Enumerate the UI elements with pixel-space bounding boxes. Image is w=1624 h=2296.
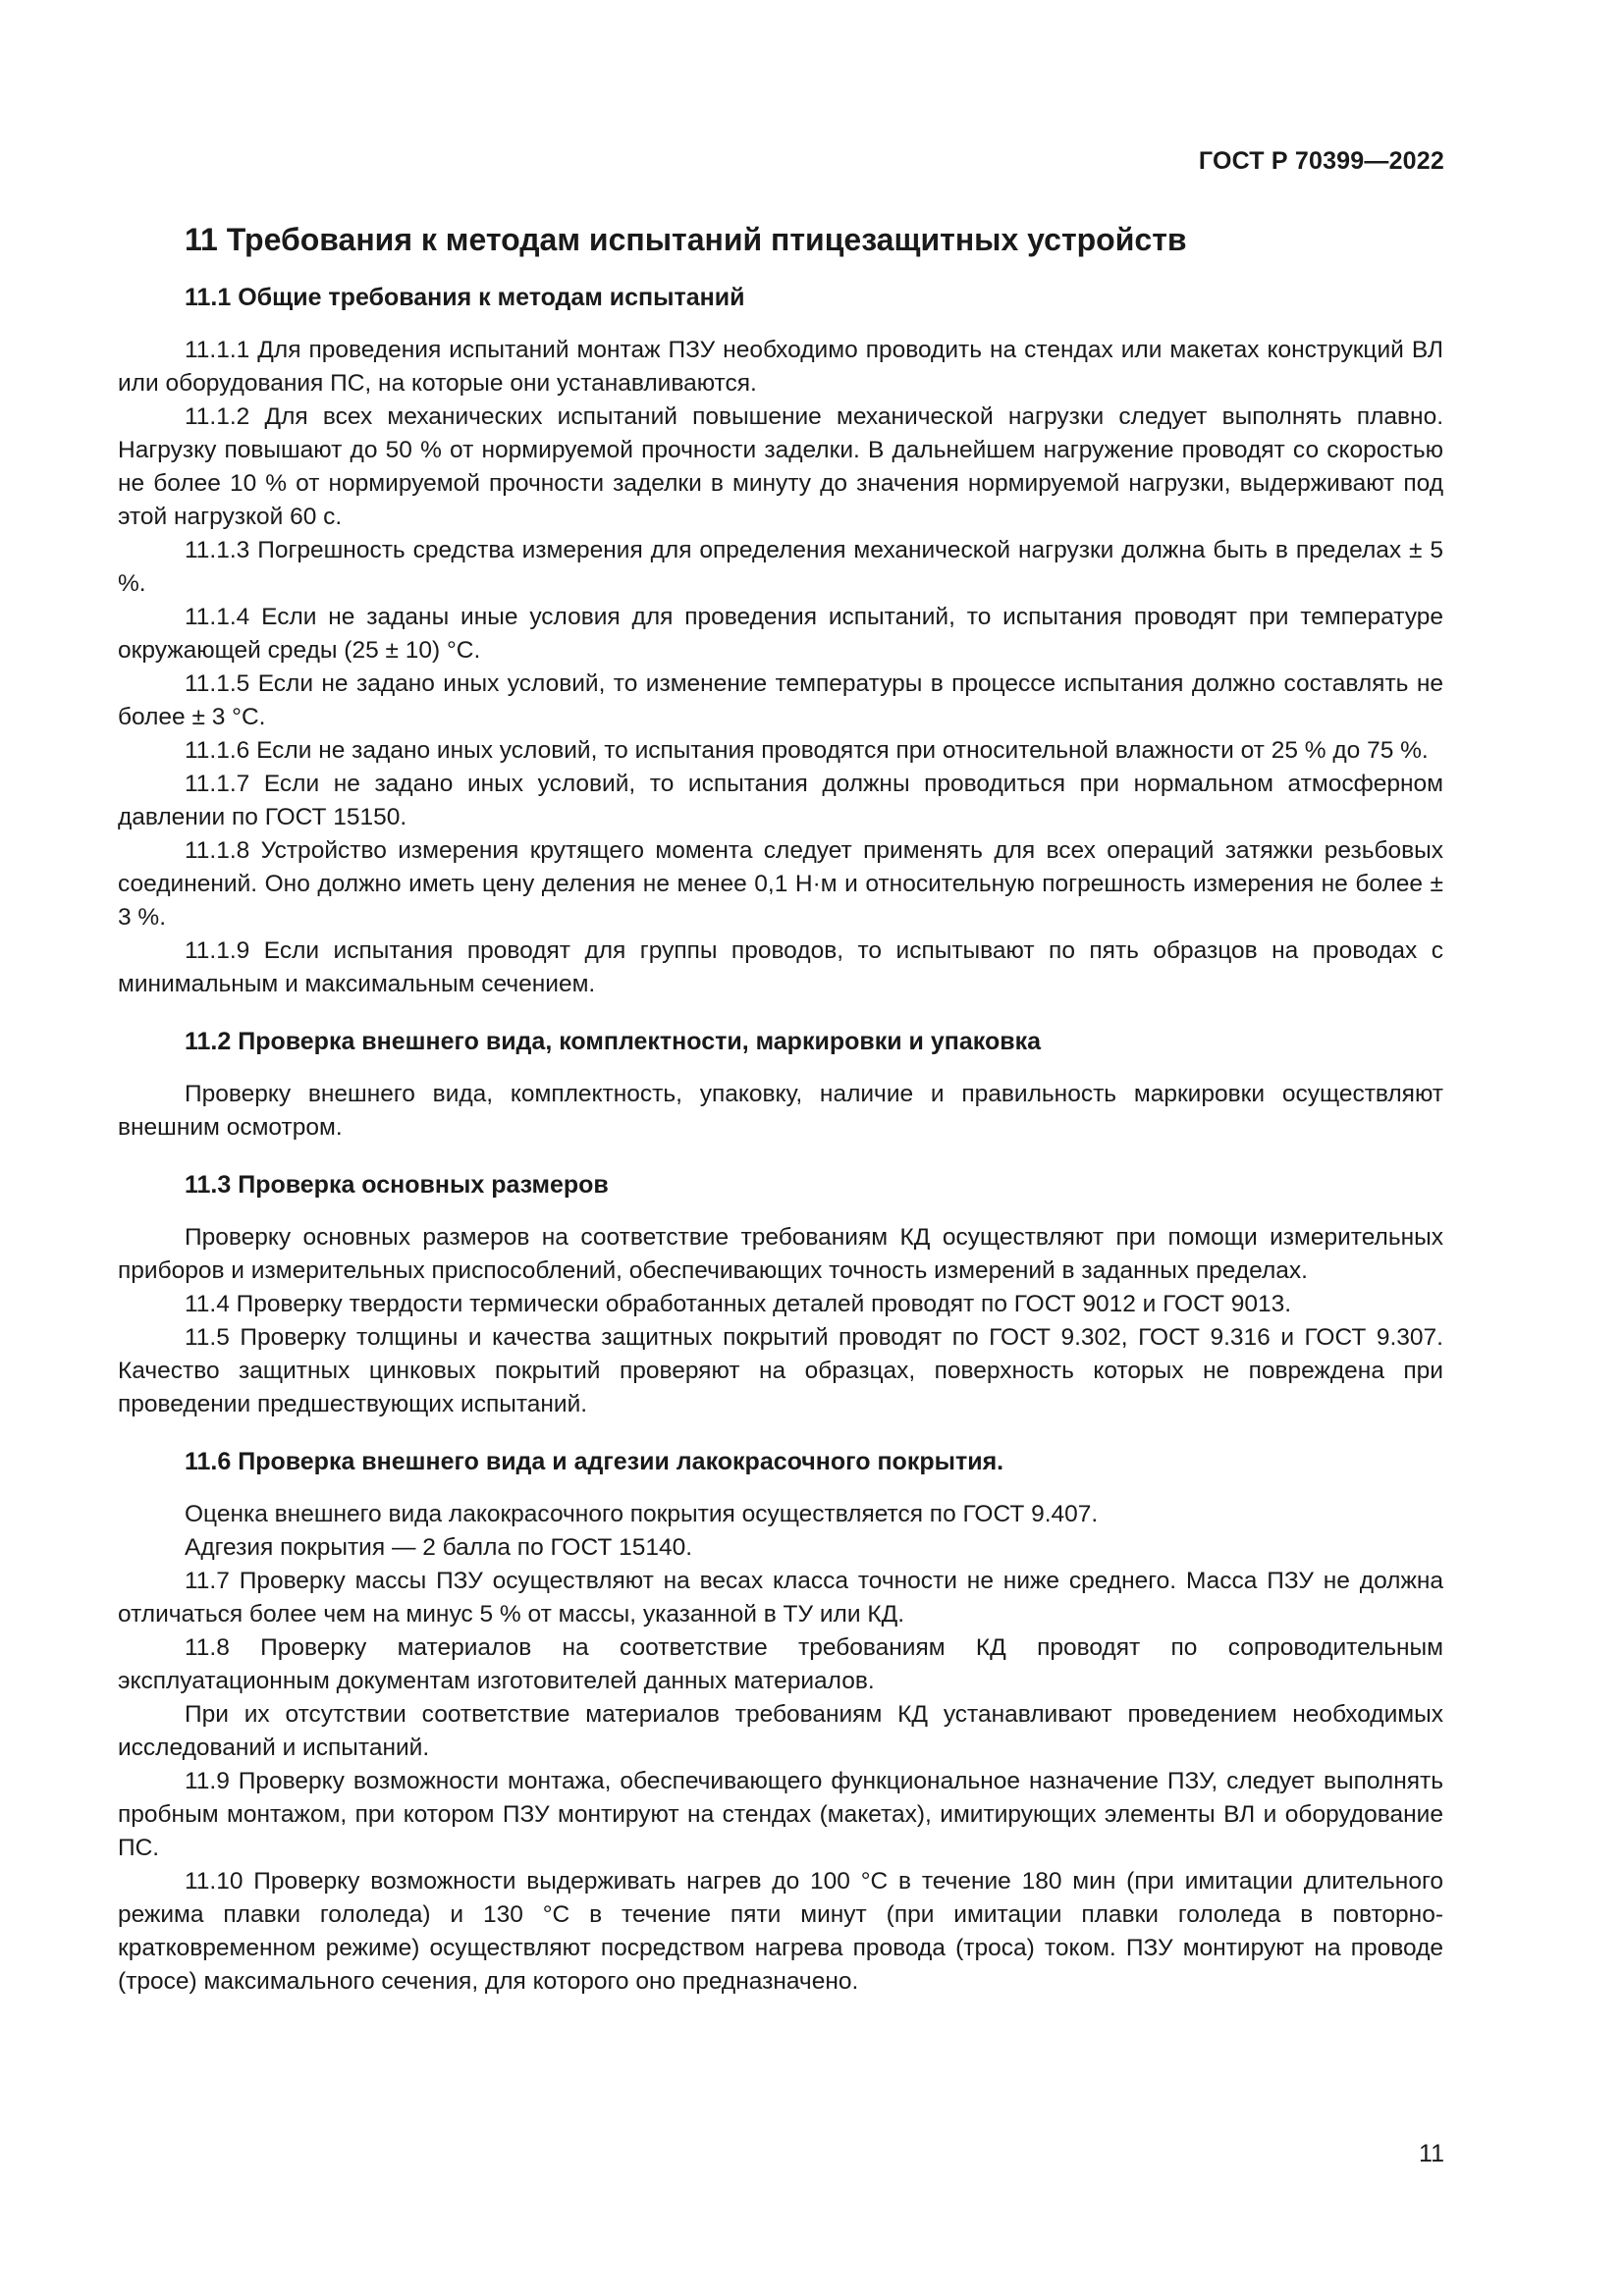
paragraph: 11.4 Проверку твердости термически обработанных деталей проводят по ГОСТ 9012 и ГОСТ 9013. [185,1291,1292,1317]
paragraph: Проверку основных размеров на соответствие требованиям КД осуществляют при помощи измерительных приборов и измерительных приспособлений, обеспечивающих точность измерений в заданных пределах. [118,1224,1443,1284]
paragraph: 11.7 Проверку массы ПЗУ осуществляют на весах класса точности не ниже среднего. Масса ПЗУ не должна отличаться более чем на минус 5 % от массы, указанной в ТУ или КД. [118,1568,1443,1628]
section-title: 11 Требования к методам испытаний птицезащитных устройств [185,222,1187,257]
paragraph: Адгезия покрытия — 2 балла по ГОСТ 15140. [185,1534,693,1561]
paragraph: 11.1.9 Если испытания проводят для группы проводов, то испытывают по пять образцов на проводах с минимальным и максимальным сечением. [118,937,1443,997]
paragraph: Проверку внешнего вида, комплектность, упаковку, наличие и правильность маркировки осуществляют внешним осмотром. [118,1081,1443,1141]
paragraph: 11.1.7 Если не задано иных условий, то испытания должны проводиться при нормальном атмосферном давлении по ГОСТ 15150. [118,771,1443,830]
paragraph: 11.1.1 Для проведения испытаний монтаж ПЗУ необходимо проводить на стендах или макетах конструкций ВЛ или оборудования ПС, на которые они устанавливаются. [118,337,1443,397]
paragraph: 11.5 Проверку толщины и качества защитных покрытий проводят по ГОСТ 9.302, ГОСТ 9.316 и ГОСТ 9.307. Качество защитных цинковых покрытий проверяют на образцах, поверхность которых не повреждена при проведении предшествующих испытаний. [118,1324,1443,1417]
document-code: ГОСТ Р 70399—2022 [1198,147,1444,175]
paragraph: 11.9 Проверку возможности монтажа, обеспечивающего функциональное назначение ПЗУ, следует выполнять пробным монтажом, при котором ПЗУ монтируют на стендах (макетах), имитирующих элементы ВЛ и оборудование ПС. [118,1768,1443,1861]
document-body [118,220,1443,1999]
paragraph: 11.1.8 Устройство измерения крутящего момента следует применять для всех операций затяжки резьбовых соединений. Оно должно иметь цену деления не менее 0,1 Н·м и относительную погрешность измерения не более ± 3 %. [118,837,1443,931]
subsection-title-11-3: 11.3 Проверка основных размеров [185,1171,609,1199]
subsection-title-11-2: 11.2 Проверка внешнего вида, комплектности, маркировки и упаковка [185,1028,1042,1055]
paragraph: 11.1.2 Для всех механических испытаний повышение механической нагрузки следует выполнять плавно. Нагрузку повышают до 50 % от нормируемой прочности заделки. В дальнейшем нагружение проводят со скоростью не более 10 % от нормируемой прочности заделки в минуту до значения нормируемой нагрузки, выдерживают под этой нагрузкой 60 с. [118,403,1443,530]
subsection-title-11-6: 11.6 Проверка внешнего вида и адгезии лакокрасочного покрытия. [185,1448,1004,1475]
paragraph: 11.10 Проверку возможности выдерживать нагрев до 100 °С в течение 180 мин (при имитации длительного режима плавки гололеда) и 130 °С в течение пяти минут (при имитации плавки гололеда в повторно-кратковременном режиме) осуществляют посредством нагрева провода (троса) током. ПЗУ монтируют на проводе (тросе) максимального сечения, для которого оно предназначено. [118,1868,1443,1995]
paragraph: Оценка внешнего вида лакокрасочного покрытия осуществляется по ГОСТ 9.407. [185,1501,1099,1527]
page-number: 11 [1419,2140,1444,2167]
paragraph: 11.1.3 Погрешность средства измерения для определения механической нагрузки должна быть в пределах ± 5 %. [118,537,1443,597]
paragraph: 11.1.4 Если не заданы иные условия для проведения испытаний, то испытания проводят при температуре окружающей среды (25 ± 10) °С. [118,604,1443,664]
paragraph: 11.8 Проверку материалов на соответствие требованиям КД проводят по сопроводительным эксплуатационным документам изготовителей данных материалов. [118,1634,1443,1694]
subsection-title-11-1: 11.1 Общие требования к методам испытаний [185,284,745,311]
paragraph: При их отсутствии соответствие материалов требованиям КД устанавливают проведением необходимых исследований и испытаний. [118,1701,1443,1761]
paragraph: 11.1.6 Если не задано иных условий, то испытания проводятся при относительной влажности от 25 % до 75 %. [185,737,1429,764]
paragraph: 11.1.5 Если не задано иных условий, то изменение температуры в процессе испытания должно составлять не более ± 3 °С. [118,670,1443,730]
